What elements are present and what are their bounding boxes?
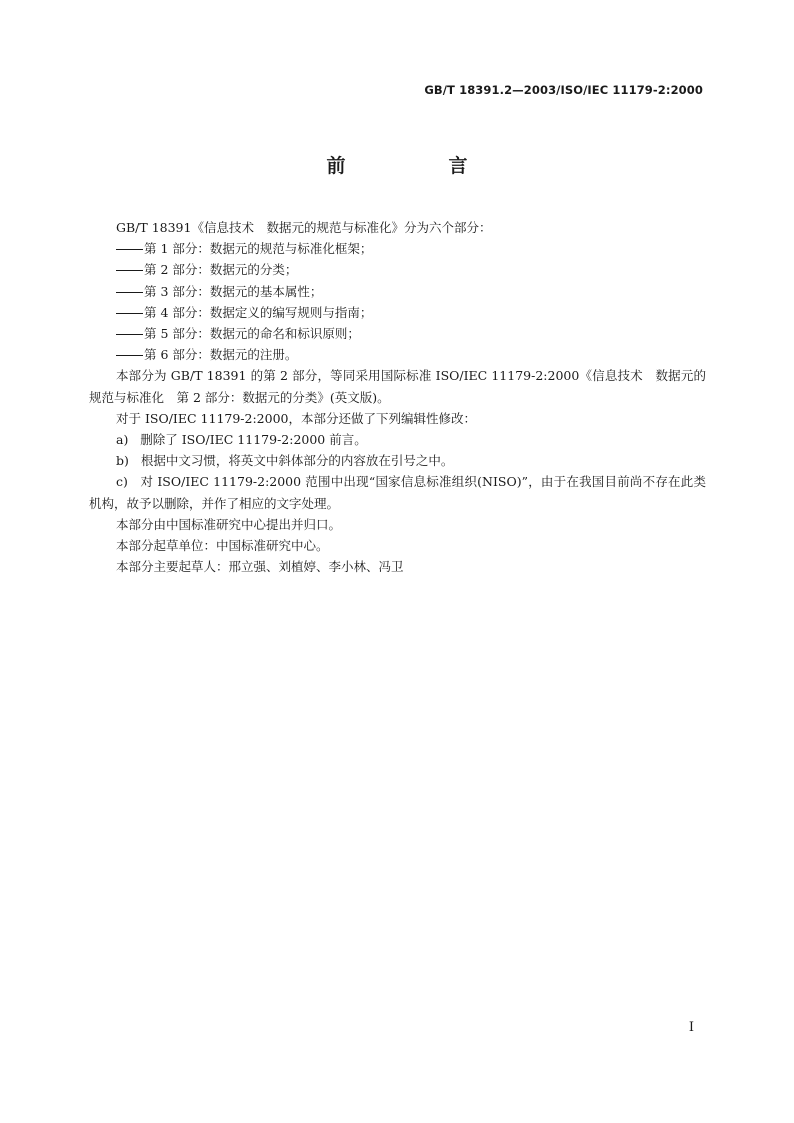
em-dash-mark <box>116 292 143 293</box>
part-list-item <box>89 281 706 302</box>
part-list-item <box>89 344 706 365</box>
change-marker: a) <box>116 432 129 448</box>
em-dash-mark <box>116 313 143 314</box>
em-dash-mark <box>116 355 143 356</box>
part-text: 第 1 部分：数据元的规范与标准化框架； <box>144 241 373 257</box>
part-text: 第 5 部分：数据元的命名和标识原则； <box>144 326 360 342</box>
change-text: 删除了 ISO/IEC 11179-2:2000 前言。 <box>140 432 367 448</box>
standard-code: GB/T 18391.2—2003/ISO/IEC 11179-2:2000 <box>424 83 703 97</box>
intro-paragraph: GB/T 18391《信息技术 数据元的规范与标准化》分为六个部分： <box>116 220 492 235</box>
part-text: 第 3 部分：数据元的基本属性； <box>144 283 323 299</box>
part-list-item <box>89 259 706 280</box>
part-list-item <box>89 238 706 259</box>
change-text: 根据中文习惯，将英文中斜体部分的内容放在引号之中。 <box>140 453 454 469</box>
page-number: I <box>688 1020 694 1035</box>
change-marker: b) <box>116 453 129 469</box>
part-list-item <box>89 302 706 323</box>
foreword-body <box>89 217 706 577</box>
em-dash-mark <box>116 249 143 250</box>
changes-intro: 对于 ISO/IEC 11179-2:2000，本部分还做了下列编辑性修改： <box>116 410 476 426</box>
drafters-paragraph: 本部分主要起草人：邢立强、刘植婷、李小林、冯卫 <box>116 559 404 575</box>
part-text: 第 2 部分：数据元的分类； <box>144 262 298 278</box>
em-dash-mark <box>116 270 143 271</box>
change-text: 对 ISO/IEC 11179-2:2000 范围中出现“国家信息标准组织(NISO)”，由于在我国目前尚不存在此类机构，故予以删除，并作了相应的文字处理。 <box>89 474 706 511</box>
part-text: 第 6 部分：数据元的注册。 <box>144 347 298 363</box>
drafting-unit-paragraph: 本部分起草单位：中国标准研究中心。 <box>116 538 329 554</box>
adoption-paragraph: 本部分为 GB/T 18391 的第 2 部分，等同采用国际标准 ISO/IEC 11179-2:2000《信息技术 数据元的规范与标准化 第 2 部分：数据元的分类》(英文版)。 <box>89 368 706 405</box>
change-item <box>89 471 706 513</box>
change-item <box>89 450 706 471</box>
em-dash-mark <box>116 334 143 335</box>
change-item <box>89 429 706 450</box>
part-text: 第 4 部分：数据定义的编写规则与指南； <box>144 304 373 320</box>
page-title: 前 言 <box>326 155 510 177</box>
change-marker: c) <box>116 474 128 490</box>
proposer-paragraph: 本部分由中国标准研究中心提出并归口。 <box>116 516 342 532</box>
part-list-item <box>89 323 706 344</box>
